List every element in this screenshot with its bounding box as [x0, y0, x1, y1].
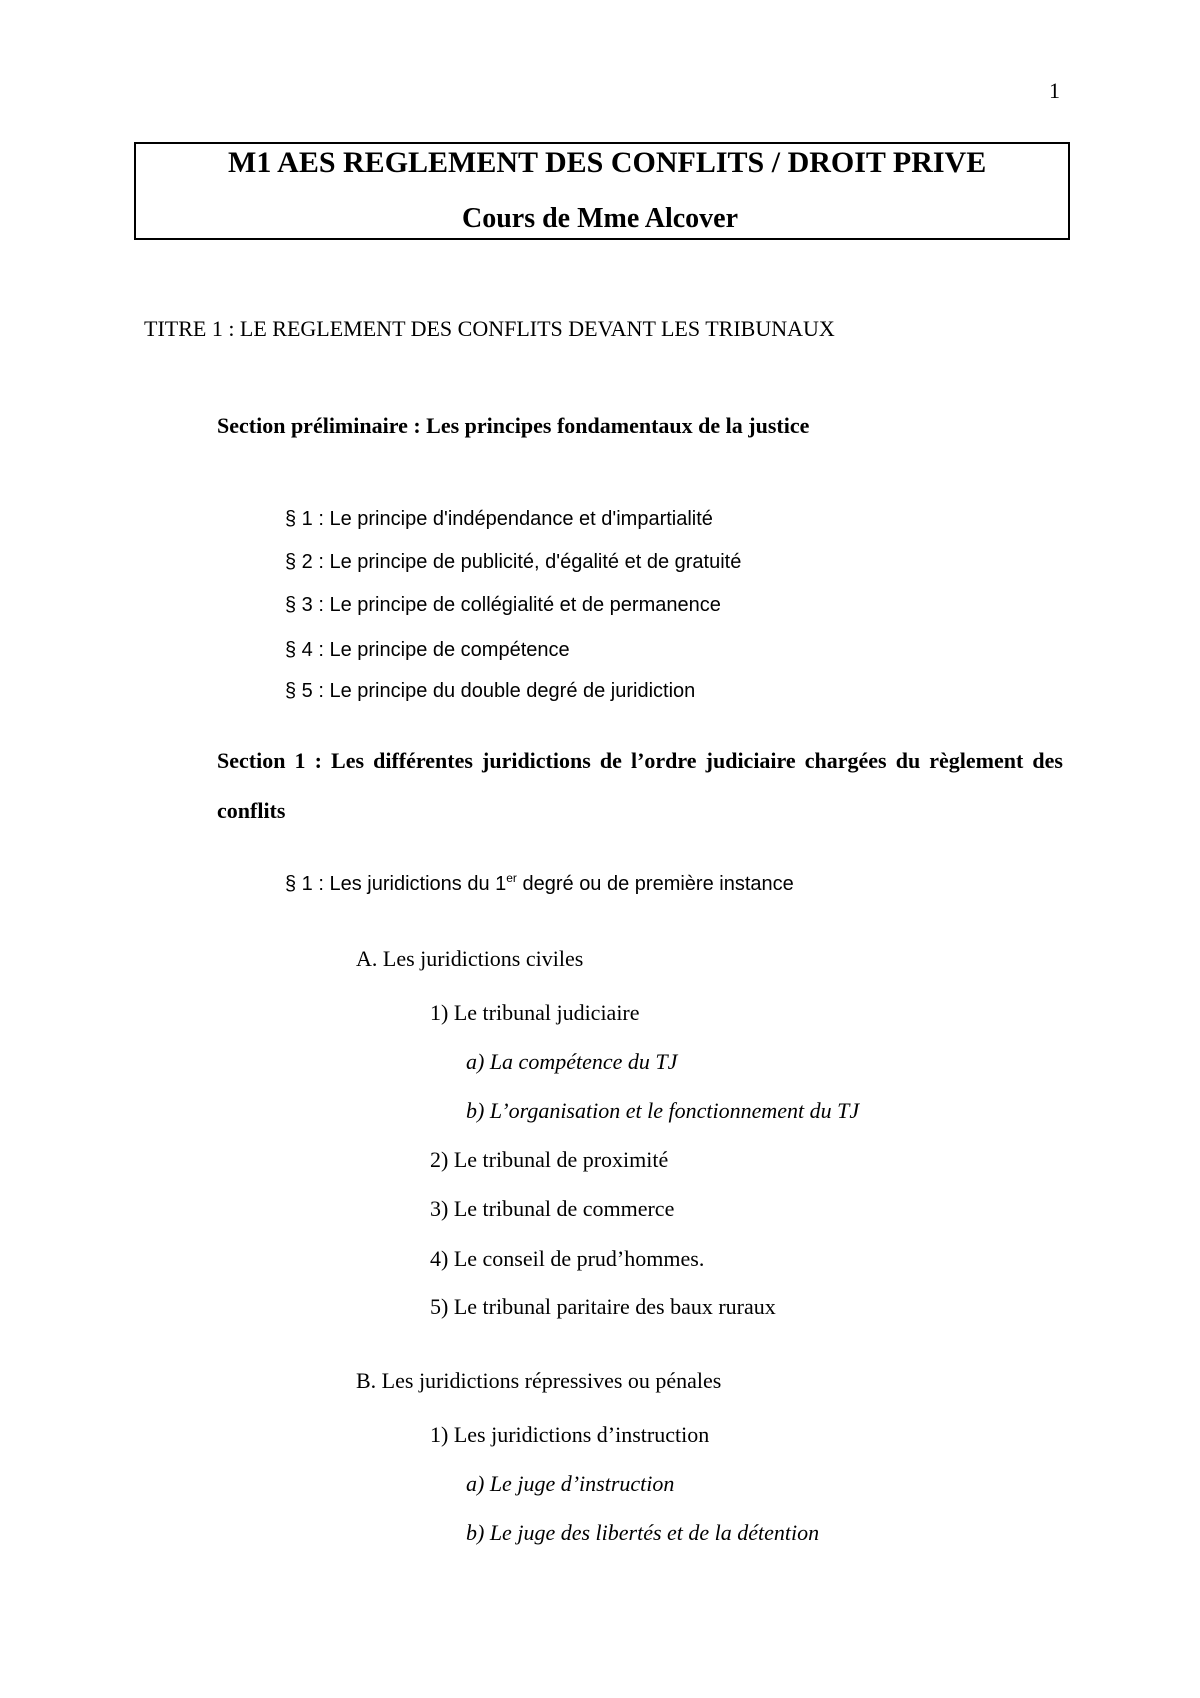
section-preliminaire-heading: Section préliminaire : Les principes fondamentaux de la justice — [217, 413, 810, 438]
list-item: 3) Le tribunal de commerce — [430, 1196, 675, 1221]
paragraph-suffix: degré ou de première instance — [516, 873, 794, 895]
paragraph-prefix: § 1 : Les juridictions du 1 — [285, 873, 507, 895]
paragraph-item — [285, 873, 794, 896]
list-item: 2) Le tribunal de proximité — [430, 1147, 669, 1172]
subsection-a-heading: A. Les juridictions civiles — [356, 946, 584, 971]
list-item: 5) Le tribunal paritaire des baux ruraux — [430, 1294, 776, 1319]
paragraph-item: § 5 : Le principe du double degré de juridiction — [285, 680, 696, 702]
paragraph-item: § 1 : Le principe d'indépendance et d'impartialité — [285, 508, 713, 530]
list-item: 1) Les juridictions d’instruction — [430, 1422, 710, 1447]
course-instructor: Cours de Mme Alcover — [461, 203, 739, 234]
page-number: 1 — [1049, 78, 1060, 103]
list-subitem: b) Le juge des libertés et de la détention — [466, 1520, 820, 1545]
list-subitem: a) Le juge d’instruction — [466, 1471, 675, 1496]
ordinal-superscript: er — [506, 871, 517, 885]
list-subitem: a) La compétence du TJ — [466, 1049, 678, 1074]
paragraph-item: § 4 : Le principe de compétence — [285, 639, 570, 661]
list-item: 4) Le conseil de prud’hommes. — [430, 1246, 705, 1271]
list-item: 1) Le tribunal judiciaire — [430, 1000, 640, 1025]
list-subitem: b) L’organisation et le fonctionnement du TJ — [466, 1098, 860, 1123]
paragraph-item: § 3 : Le principe de collégialité et de permanence — [285, 594, 721, 616]
section-1-heading: Section 1 : Les différentes juridictions de l’ordre judiciaire chargées du règlement des conflits — [217, 748, 1063, 823]
paragraph-item: § 2 : Le principe de publicité, d'égalité et de gratuité — [285, 551, 742, 573]
course-title: M1 AES REGLEMENT DES CONFLITS / DROIT PRIVE — [228, 146, 987, 179]
titre-heading: TITRE 1 : LE REGLEMENT DES CONFLITS DEVANT LES TRIBUNAUX — [144, 316, 835, 341]
subsection-b-heading: B. Les juridictions répressives ou pénales — [356, 1368, 722, 1393]
